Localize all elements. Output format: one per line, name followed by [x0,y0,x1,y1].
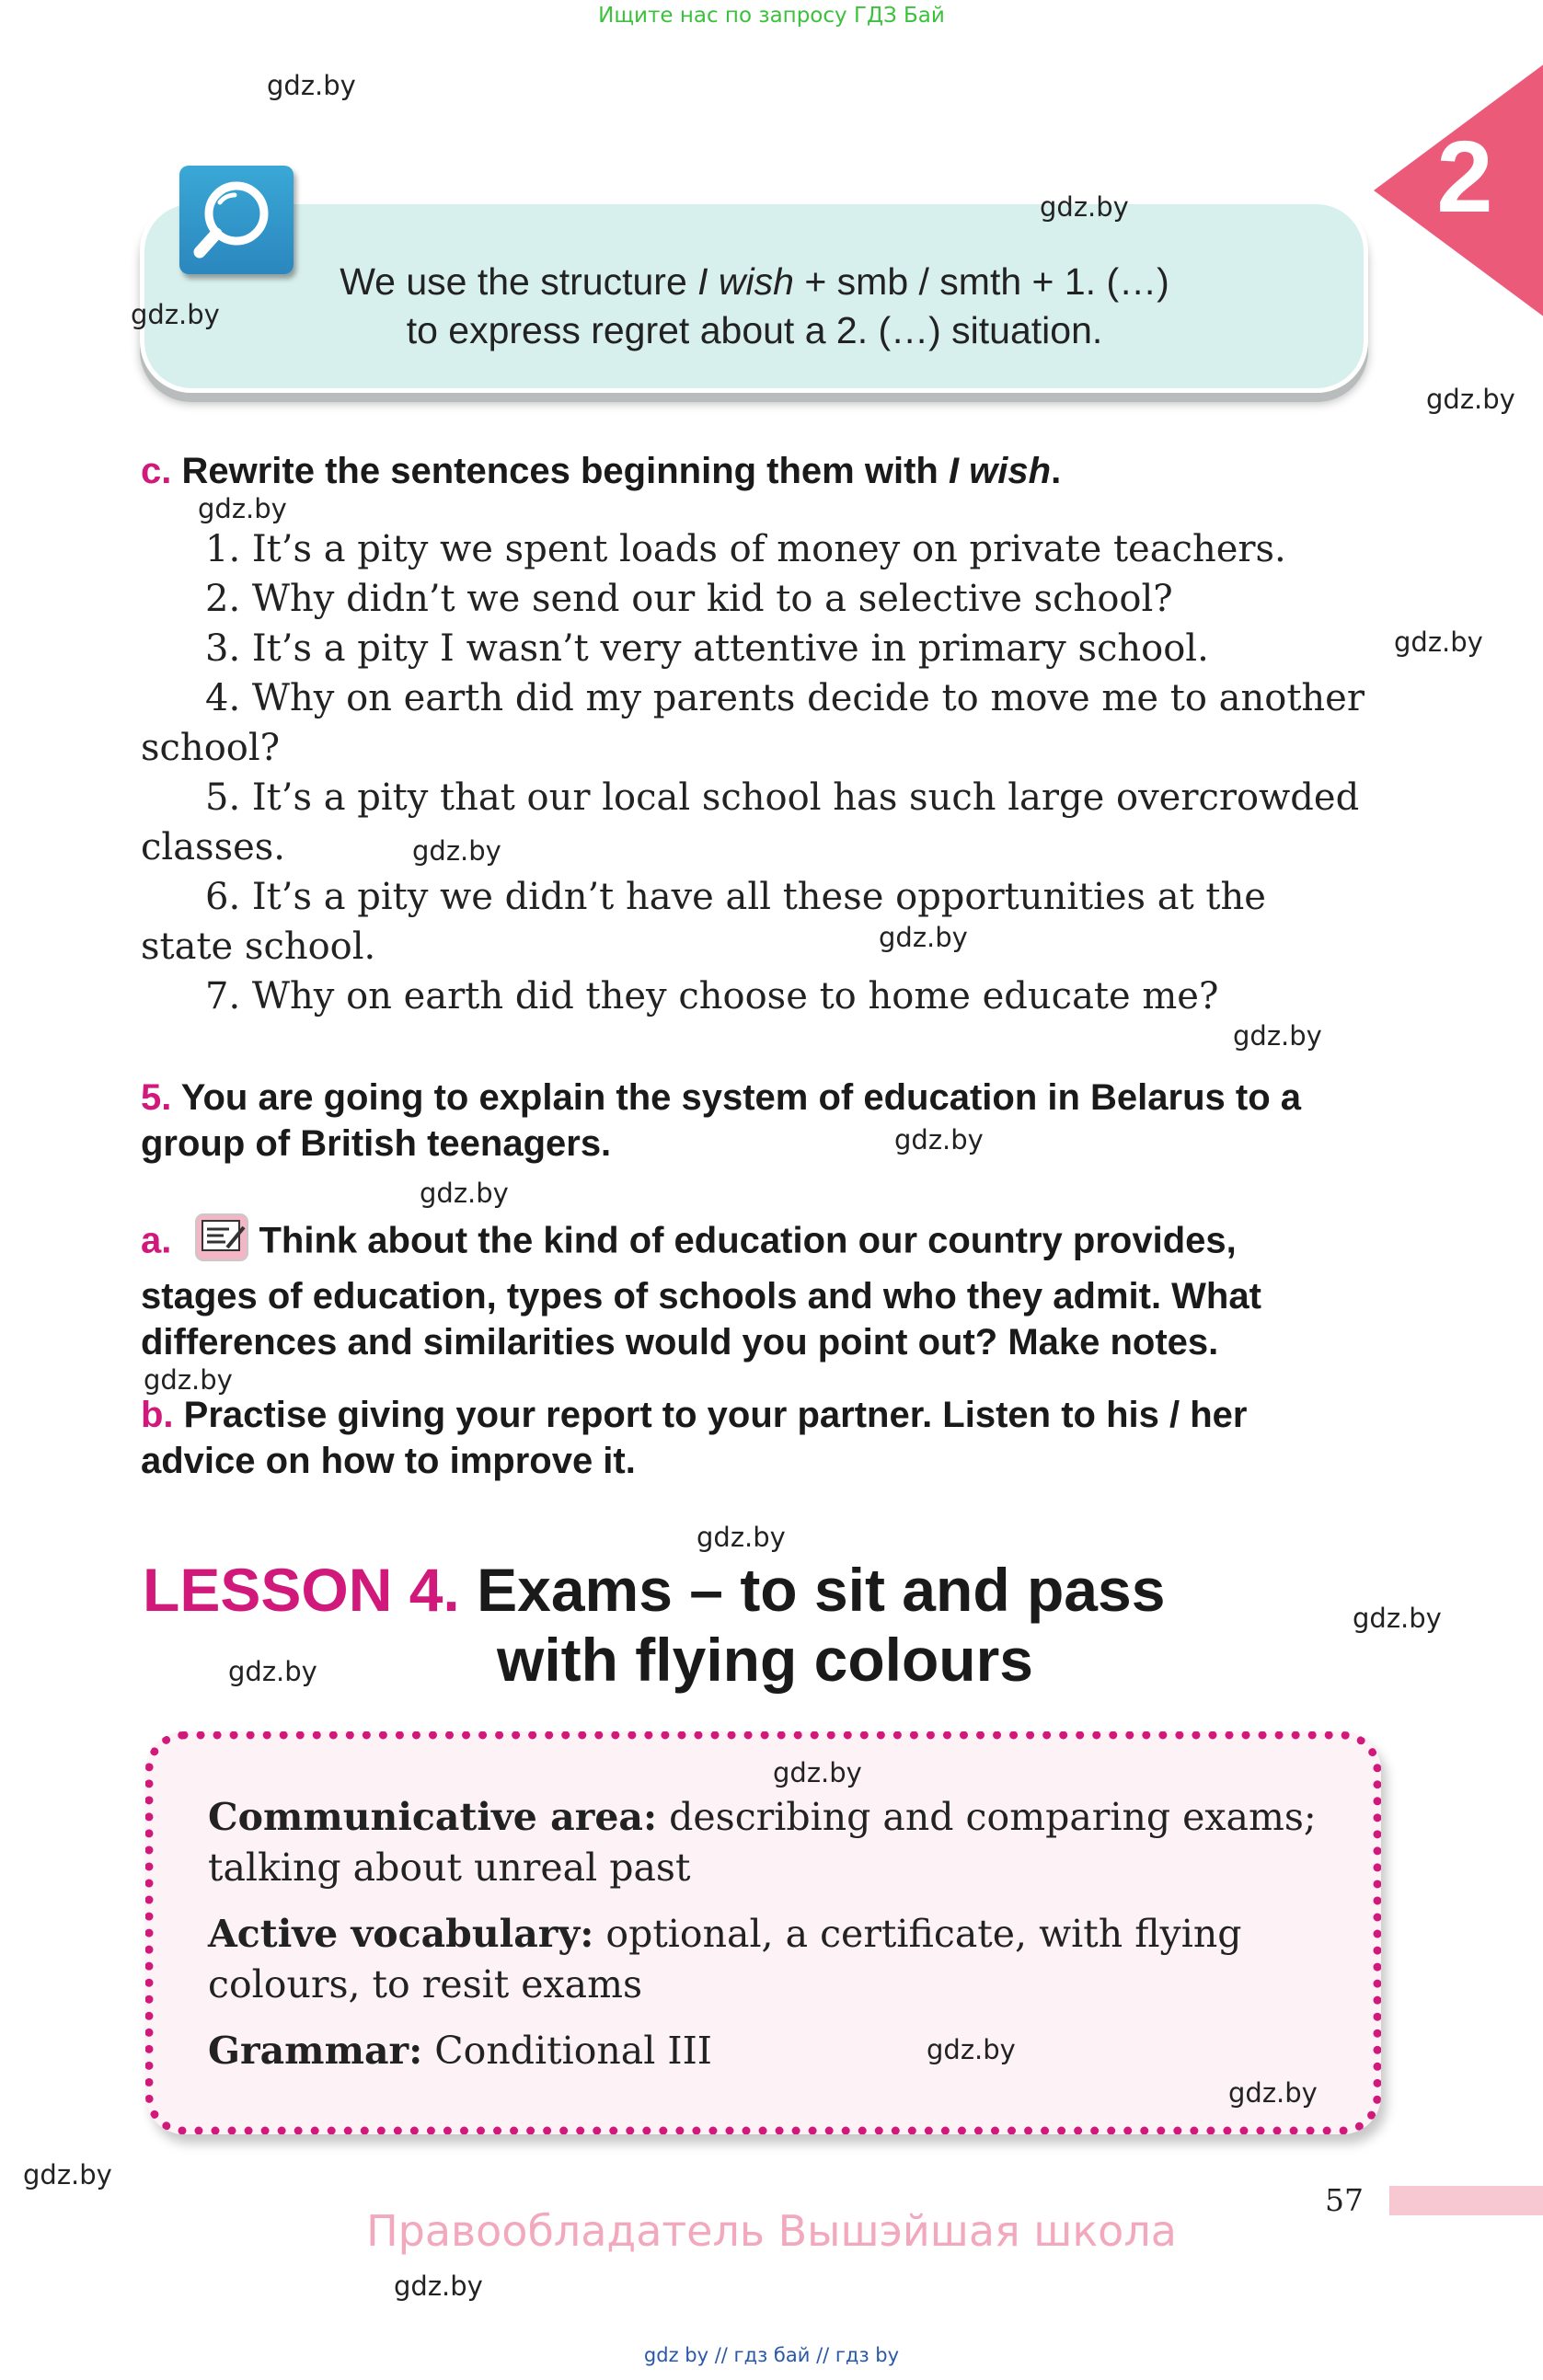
sentence-4: 4. Why on earth did my parents decide to move me to another [205,677,1365,719]
watermark: gdz.by [23,2159,112,2190]
watermark: gdz.by [1228,2077,1318,2109]
watermark: gdz.by [144,1364,233,1396]
footer-links[interactable]: gdz by // гдз бай // гдз by [643,2344,900,2366]
sentence-6: 6. It’s a pity we didn’t have all these opportunities at the [205,876,1266,918]
watermark: gdz.by [927,2034,1016,2065]
task-5-heading: 5. You are going to explain the system of education in Belarus to a group of British teenagers. [141,1077,1301,1164]
watermark: gdz.by [697,1522,786,1553]
sentence-7: 7. Why on earth did they choose to home educate me? [205,975,1219,1018]
sentence-3: 3. It’s a pity I wasn’t very attentive in primary school. [205,627,1209,670]
watermark: gdz.by [1233,1020,1322,1052]
sentence-4-cont: school? [141,727,281,769]
watermark: gdz.by [420,1178,509,1209]
sentence-2: 2. Why didn’t we send our kid to a selective school? [205,578,1173,620]
watermark: gdz.by [1040,191,1129,223]
watermark: gdz.by [412,835,501,867]
communicative-area: Communicative area: describing and comparing exams; talking about unreal past [208,1795,1317,1890]
watermark: gdz.by [1353,1603,1442,1634]
sentence-1: 1. It’s a pity we spent loads of money on private teachers. [205,528,1286,570]
watermark: gdz.by [267,70,356,101]
task-b-heading: b. Practise giving your report to your partner. Listen to his / her advice on how to improve it. [141,1395,1248,1481]
active-vocabulary: Active vocabulary: optional, a certificate, with flying colours, to resit exams [208,1912,1242,2006]
page-number: 57 [1325,2182,1364,2218]
task-a-heading: a. Think about the kind of education our country provides, stages of education, types of schools and who they admit. What differences and similarities would you point out? Make notes. [141,1213,1261,1365]
lesson-title: LESSON 4. Exams – to sit and pass with flying colours [143,1556,1166,1694]
watermark: gdz.by [394,2271,483,2302]
top-banner: Ищите нас по запросу ГДЗ Бай [598,4,945,28]
copyright-notice: Правообладатель Вышэйшая школа [366,2206,1177,2256]
task-c-heading: c. Rewrite the sentences beginning them with I wish. [141,451,1062,491]
grammar-rule: We use the structure I wish + smb / smth + 1. (…) to express regret about a 2. (…) situation. [340,260,1169,351]
sentence-5: 5. It’s a pity that our local school has such large overcrowded [205,776,1360,819]
sentence-5-cont: classes. [141,826,286,868]
grammar-topic: Grammar: Conditional III [208,2029,712,2073]
watermark: gdz.by [1394,627,1483,658]
watermark: gdz.by [894,1124,984,1156]
notes-icon [194,1213,249,1273]
sentence-6-cont: state school. [141,926,376,968]
watermark: gdz.by [773,1757,862,1788]
watermark: gdz.by [131,299,220,330]
watermark: gdz.by [198,493,287,524]
watermark: gdz.by [228,1656,317,1687]
unit-number: 2 [1436,121,1493,234]
watermark: gdz.by [879,922,968,953]
lesson-label: LESSON 4. [143,1556,460,1624]
watermark: gdz.by [1426,384,1515,415]
